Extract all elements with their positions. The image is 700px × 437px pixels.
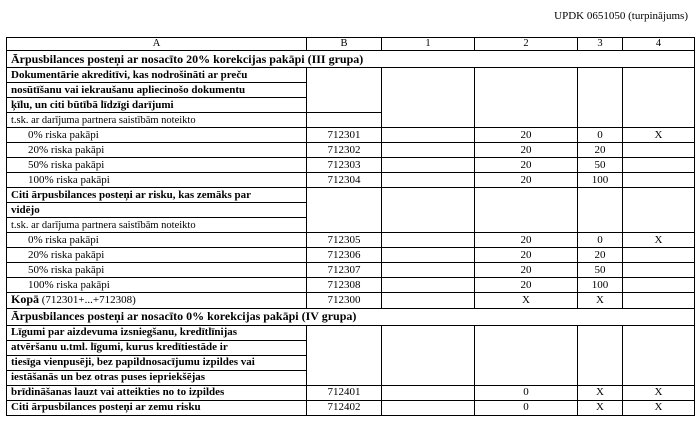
table-row xyxy=(7,233,695,248)
cell-4: X xyxy=(623,233,695,248)
row-title-line: Līgumi par aizdevuma izsniegšanu, kredītlīnijas xyxy=(7,325,307,340)
row-title-line: tiesīga vienpusēji, bez papildnosacījumu izpildes vai xyxy=(7,355,307,370)
col-header-b: B xyxy=(307,38,382,51)
row-label: 20% riska pakāpi xyxy=(7,143,307,158)
table-row xyxy=(7,188,695,203)
cell-2: 20 xyxy=(475,158,578,173)
table-row xyxy=(7,278,695,293)
row-code: 712300 xyxy=(307,293,382,309)
table-row xyxy=(7,158,695,173)
cell-b xyxy=(307,113,382,128)
cell-4: X xyxy=(623,400,695,415)
cell-1 xyxy=(382,68,475,128)
section-row xyxy=(7,51,695,68)
cell-1 xyxy=(382,233,475,248)
table-row xyxy=(7,173,695,188)
cell-2: 20 xyxy=(475,233,578,248)
cell-4: X xyxy=(623,128,695,143)
cell-1 xyxy=(382,143,475,158)
row-code: 712402 xyxy=(307,400,382,415)
row-title-line: Citi ārpusbilances posteņi ar zemu risku xyxy=(7,400,307,415)
cell-1 xyxy=(382,128,475,143)
cell-1 xyxy=(382,385,475,400)
form-reference: UPDK 0651050 (turpinājums) xyxy=(554,10,688,22)
row-code: 712303 xyxy=(307,158,382,173)
cell-4: X xyxy=(623,385,695,400)
cell-2: 20 xyxy=(475,173,578,188)
cell-3: 0 xyxy=(578,233,623,248)
row-title-line: nosūtīšanu vai iekraušanu apliecinošo dokumentu xyxy=(7,83,307,98)
row-label: 100% riska pakāpi xyxy=(7,278,307,293)
row-code: 712302 xyxy=(307,143,382,158)
row-code: 712301 xyxy=(307,128,382,143)
cell-1 xyxy=(382,158,475,173)
cell-b xyxy=(307,68,382,113)
cell-2: 0 xyxy=(475,385,578,400)
row-code: 712304 xyxy=(307,173,382,188)
total-formula: (712301+...+712308) xyxy=(39,294,136,306)
cell-2: 20 xyxy=(475,278,578,293)
cell-b xyxy=(307,188,382,233)
cell-3 xyxy=(578,325,623,385)
cell-1 xyxy=(382,400,475,415)
cell-3 xyxy=(578,68,623,128)
cell-3: X xyxy=(578,400,623,415)
row-title-line: brīdināšanas lauzt vai atteikties no to izpildes xyxy=(7,385,307,400)
column-header-row xyxy=(7,38,695,51)
cell-4 xyxy=(623,173,695,188)
col-header-2: 2 xyxy=(475,38,578,51)
cell-2 xyxy=(475,325,578,385)
col-header-a: A xyxy=(7,38,307,51)
table-row xyxy=(7,325,695,340)
cell-1 xyxy=(382,248,475,263)
cell-4 xyxy=(623,263,695,278)
table-row xyxy=(7,128,695,143)
row-title-line: Citi ārpusbilances posteņi ar risku, kas zemāks par xyxy=(7,188,307,203)
table-row xyxy=(7,248,695,263)
section-title-iii: Ārpusbilances posteņi ar nosacīto 20% korekcijas pakāpi (III grupa) xyxy=(7,51,695,68)
col-header-1: 1 xyxy=(382,38,475,51)
cell-1 xyxy=(382,325,475,385)
cell-2 xyxy=(475,68,578,128)
cell-3: 100 xyxy=(578,173,623,188)
cell-1 xyxy=(382,278,475,293)
table-row xyxy=(7,263,695,278)
col-header-4: 4 xyxy=(623,38,695,51)
row-label: 0% riska pakāpi xyxy=(7,128,307,143)
table-row xyxy=(7,385,695,400)
row-code: 712305 xyxy=(307,233,382,248)
cell-2: 0 xyxy=(475,400,578,415)
row-title-line: atvēršanu u.tml. līgumi, kurus kredītiestāde ir xyxy=(7,340,307,355)
cell-2: 20 xyxy=(475,248,578,263)
row-label: 100% riska pakāpi xyxy=(7,173,307,188)
total-label: Kopā xyxy=(11,292,40,306)
cell-3 xyxy=(578,188,623,233)
row-title-line: iestāšanās un bez otras puses iepriekšējas xyxy=(7,370,307,385)
table-row xyxy=(7,68,695,83)
cell-4 xyxy=(623,188,695,233)
cell-1 xyxy=(382,173,475,188)
section-row xyxy=(7,308,695,325)
row-code: 712307 xyxy=(307,263,382,278)
cell-2: 20 xyxy=(475,143,578,158)
cell-2 xyxy=(475,188,578,233)
row-title-line: Dokumentārie akreditīvi, kas nodrošināti ar preču xyxy=(7,68,307,83)
cell-4 xyxy=(623,143,695,158)
cell-4 xyxy=(623,325,695,385)
cell-1 xyxy=(382,263,475,278)
row-code: 712308 xyxy=(307,278,382,293)
cell-4 xyxy=(623,293,695,309)
total-label-cell xyxy=(7,293,307,309)
cell-4 xyxy=(623,68,695,128)
row-label: 20% riska pakāpi xyxy=(7,248,307,263)
cell-4 xyxy=(623,278,695,293)
cell-4 xyxy=(623,248,695,263)
cell-b xyxy=(307,325,382,385)
total-row xyxy=(7,293,695,309)
col-header-3: 3 xyxy=(578,38,623,51)
off-balance-table xyxy=(6,37,695,416)
row-title-line: ķīlu, un citi būtībā līdzīgi darījumi xyxy=(7,98,307,113)
cell-3: 100 xyxy=(578,278,623,293)
row-title-line: vidējo xyxy=(7,203,307,218)
cell-3: 0 xyxy=(578,128,623,143)
cell-3: X xyxy=(578,385,623,400)
cell-1 xyxy=(382,293,475,309)
cell-3: 20 xyxy=(578,143,623,158)
cell-2: 20 xyxy=(475,128,578,143)
cell-3: X xyxy=(578,293,623,309)
cell-2: 20 xyxy=(475,263,578,278)
row-subtitle: t.sk. ar darījuma partnera saistībām noteikto xyxy=(7,218,307,233)
cell-4 xyxy=(623,158,695,173)
row-code: 712306 xyxy=(307,248,382,263)
row-label: 0% riska pakāpi xyxy=(7,233,307,248)
row-subtitle: t.sk. ar darījuma partnera saistībām noteikto xyxy=(7,113,307,128)
table-row xyxy=(7,400,695,415)
row-label: 50% riska pakāpi xyxy=(7,263,307,278)
cell-1 xyxy=(382,188,475,233)
cell-3: 20 xyxy=(578,248,623,263)
cell-3: 50 xyxy=(578,263,623,278)
table-row xyxy=(7,143,695,158)
cell-2: X xyxy=(475,293,578,309)
row-code: 712401 xyxy=(307,385,382,400)
row-label: 50% riska pakāpi xyxy=(7,158,307,173)
cell-3: 50 xyxy=(578,158,623,173)
section-title-iv: Ārpusbilances posteņi ar nosacīto 0% korekcijas pakāpi (IV grupa) xyxy=(7,308,695,325)
